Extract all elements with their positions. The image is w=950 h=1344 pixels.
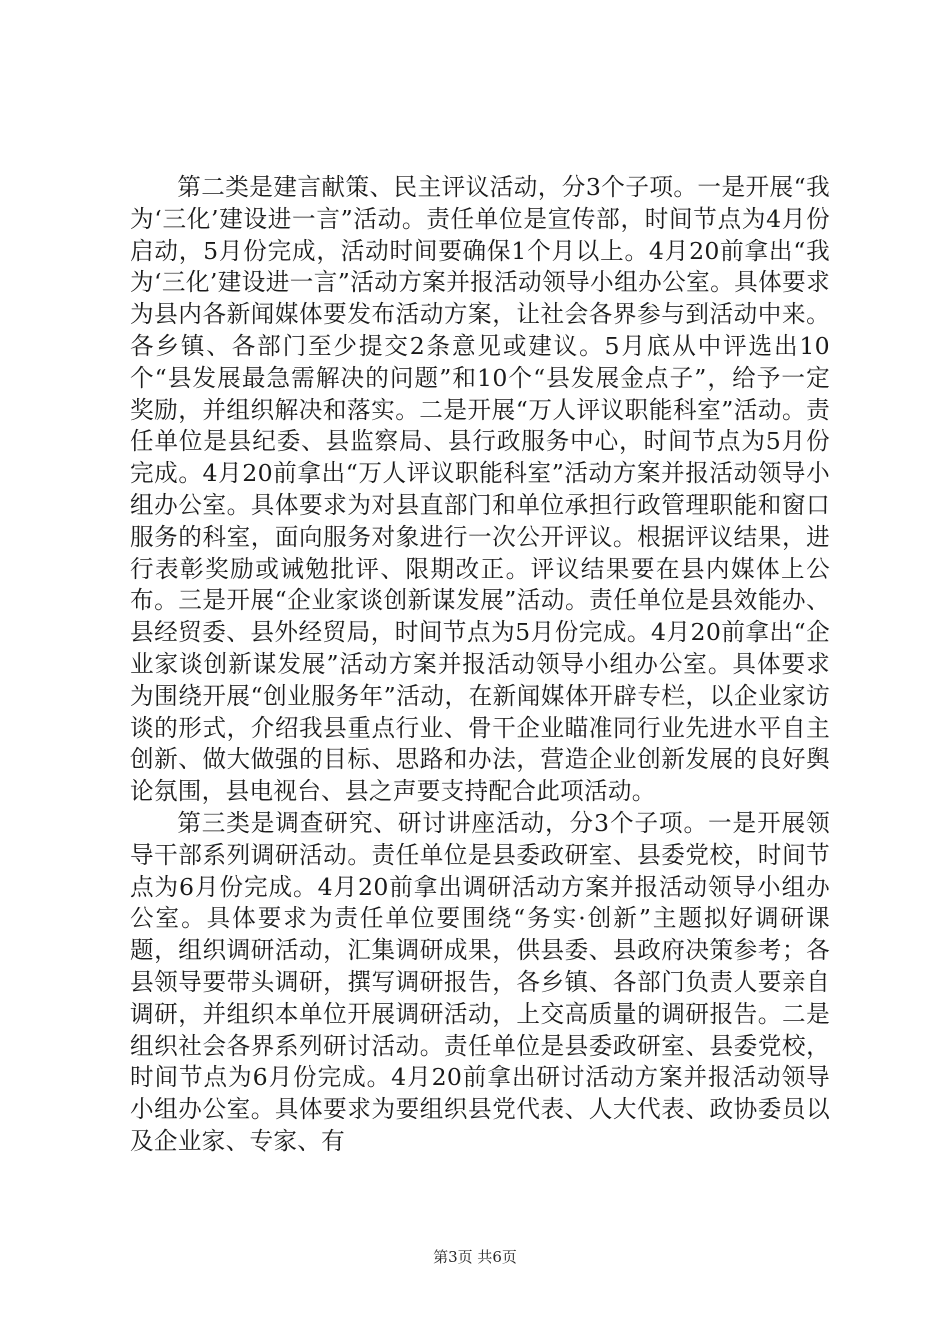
paragraph-category-three: 第三类是调查研究、研讨讲座活动，分3个子项。一是开展领导干部系列调研活动。责任单位是县委政研室、县委党校，时间节点为6月份完成。4月20前拿出调研活动方案并报活动领导小组办公室。具体要求为责任单位要围绕“务实·创新”主题拟好调研课题，组织调研活动，汇集调研成果，供县委、县政府决策参考；各县领导要带头调研，撰写调研报告，各乡镇、各部门负责人要亲自调研，并组织本单位开展调研活动，上交高质量的调研报告。二是组织社会各界系列研讨活动。责任单位是县委政研室、县委党校，时间节点为6月份完成。4月20前拿出研讨活动方案并报活动领导小组办公室。具体要求为要组织县党代表、人大代表、政协委员以及企业家、专家、有 — [130, 808, 830, 1155]
paragraph-category-two: 第二类是建言献策、民主评议活动，分3个子项。一是开展“我为‘三化’建设进一言”活动。责任单位是宣传部，时间节点为4月份启动，5月份完成，活动时间要确保1个月以上。4月20前拿出“我为‘三化’建设进一言”活动方案并报活动领导小组办公室。具体要求为县内各新闻媒体要发布活动方案，让社会各界参与到活动中来。各乡镇、各部门至少提交2条意见或建议。5月底从中评选出10个“县发展最急需解决的问题”和10个“县发展金点子”，给予一定奖励，并组织解决和落实。二是开展“万人评议职能科室”活动。责任单位是县纪委、县监察局、县行政服务中心，时间节点为5月份完成。4月20前拿出“万人评议职能科室”活动方案并报活动领导小组办公室。具体要求为对县直部门和单位承担行政管理职能和窗口服务的科室，面向服务对象进行一次公开评议。根据评议结果，进行表彰奖励或诫勉批评、限期改正。评议结果要在县内媒体上公布。三是开展“企业家谈创新谋发展”活动。责任单位是县效能办、县经贸委、县外经贸局，时间节点为5月份完成。4月20前拿出“企业家谈创新谋发展”活动方案并报活动领导小组办公室。具体要求为围绕开展“创业服务年”活动，在新闻媒体开辟专栏，以企业家访谈的形式，介绍我县重点行业、骨干企业瞄准同行业先进水平自主创新、做大做强的目标、思路和办法，营造企业创新发展的良好舆论氛围，县电视台、县之声要支持配合此项活动。 — [130, 173, 830, 806]
page-number-footer: 第3页 共6页 — [433, 1248, 517, 1266]
document-body — [130, 172, 830, 1158]
